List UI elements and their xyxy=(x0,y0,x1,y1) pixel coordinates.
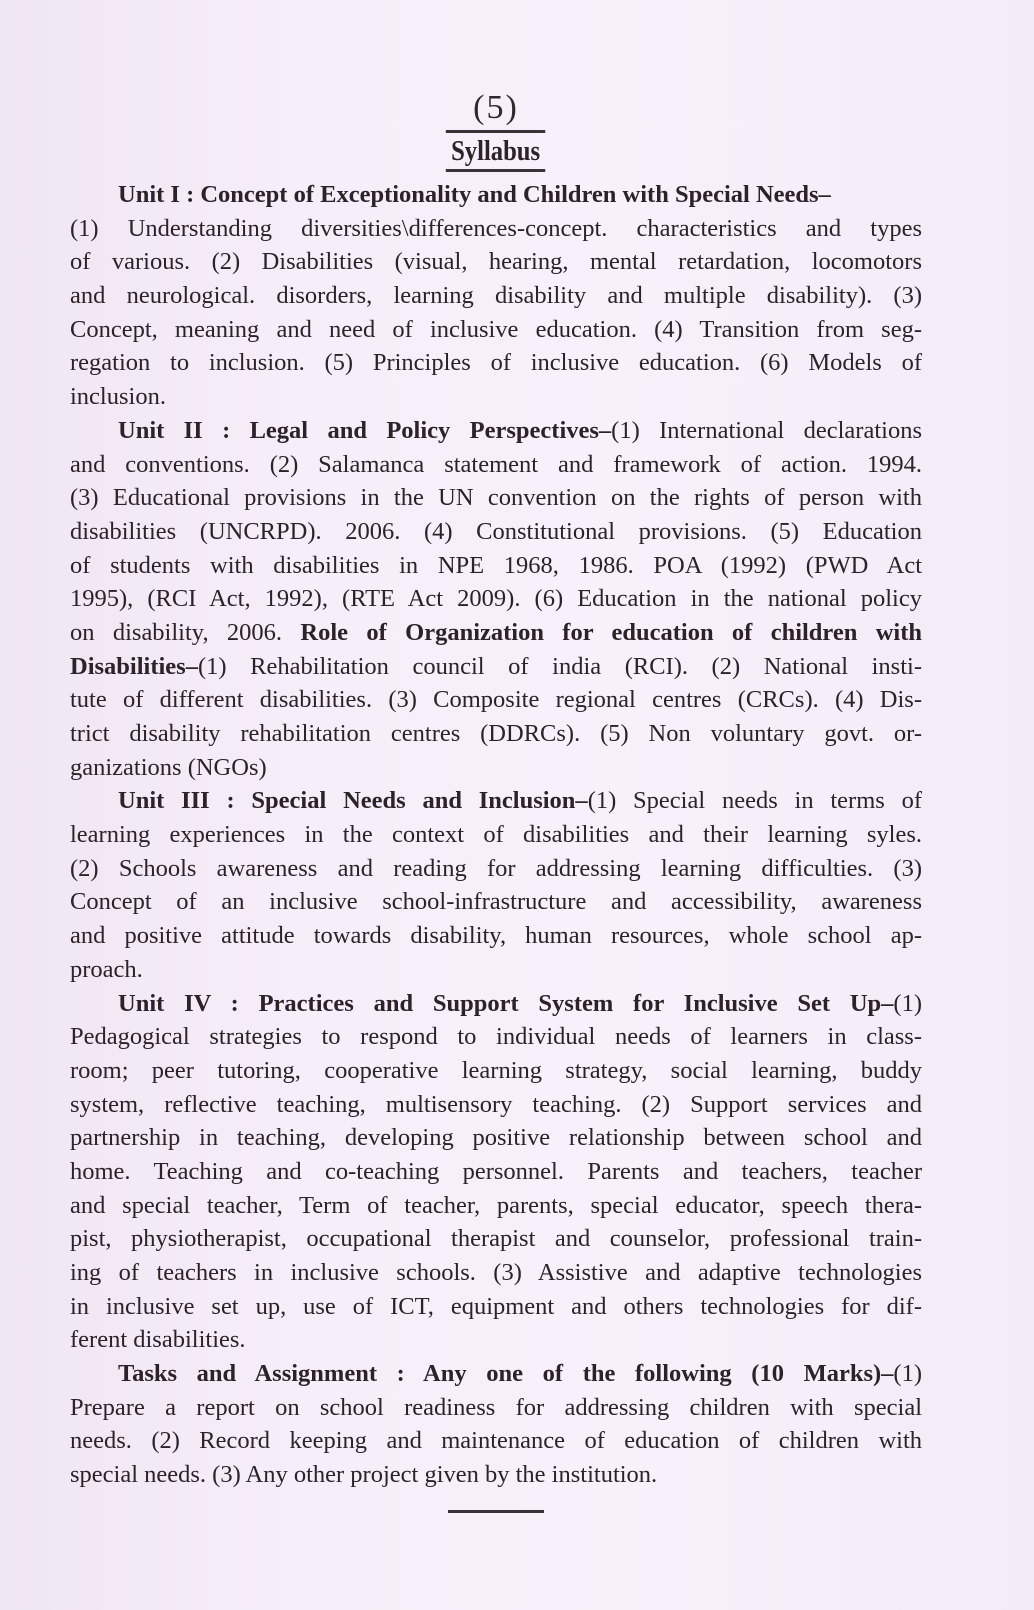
unit-2-heading-line: Unit II : Legal and Policy Perspectives–(1) International declarations xyxy=(118,416,922,444)
text-line: special needs. (3) Any other project given by the institution. xyxy=(70,1461,658,1489)
text-line: proach. xyxy=(70,955,143,983)
text-line: tute of different disabilities. (3) Composite regional centres (CRCs). (4) Dis- xyxy=(70,686,922,714)
text-line: trict disability rehabilitation centres (DDRCs). (5) Non voluntary govt. or- xyxy=(70,720,922,747)
text-line: regation to inclusion. (5) Principles of inclusive education. (6) Models of xyxy=(70,349,922,377)
text-line: of various. (2) Disabilities (visual, hearing, mental retardation, locomotors xyxy=(70,248,922,276)
unit-1-section xyxy=(70,178,922,414)
text-line: (3) Educational provisions in the UN convention on the rights of person with xyxy=(70,484,922,512)
text-line: and neurological. disorders, learning disability and multiple disability). (3) xyxy=(70,282,922,310)
unit-4-section xyxy=(70,987,922,1358)
text-line: (1) Understanding diversities\differences-concept. characteristics and types xyxy=(70,214,922,242)
text-line: and special teacher, Term of teacher, parents, special educator, speech thera- xyxy=(70,1191,922,1219)
page-title: Syllabus xyxy=(446,130,546,172)
text-line: 1995), (RCI Act, 1992), (RTE Act 2009). (6) Education in the national policy xyxy=(70,585,922,613)
organization-subheading: Role of Organization for education of children with xyxy=(300,618,922,646)
text-line: and conventions. (2) Salamanca statement and framework of action. 1994. xyxy=(70,450,922,478)
end-divider xyxy=(448,1510,544,1513)
text-line: Concept, meaning and need of inclusive education. (4) Transition from seg- xyxy=(70,315,922,343)
page-number: (5) xyxy=(473,89,519,126)
text-line: learning experiences in the context of disabilities and their learning syles. xyxy=(70,821,922,849)
text-line: on disability, 2006. Role of Organization for education of children with xyxy=(70,618,922,646)
text-line: ing of teachers in inclusive schools. (3) Assistive and adaptive technologies xyxy=(70,1259,922,1286)
text-line: Disabilities–(1) Rehabilitation council of india (RCI). (2) National insti- xyxy=(70,652,922,680)
text-line: partnership in teaching, developing positive relationship between school and xyxy=(70,1124,922,1152)
unit-2-heading: Unit II : Legal and Policy Perspectives– xyxy=(118,416,612,444)
text-line: pist, physiotherapist, occupational therapist and counselor, professional train- xyxy=(70,1225,922,1253)
unit-3-heading-line: Unit III : Special Needs and Inclusion–(1) Special needs in terms of xyxy=(118,787,922,815)
unit-3-heading: Unit III : Special Needs and Inclusion– xyxy=(118,787,588,815)
unit-4-heading-line: Unit IV : Practices and Support System for Inclusive Set Up–(1) xyxy=(118,989,922,1017)
text-line: and positive attitude towards disability, human resources, whole school ap- xyxy=(70,922,922,950)
text-line: Prepare a report on school readiness for addressing children with special xyxy=(70,1393,922,1421)
text-line: ferent disabilities. xyxy=(70,1326,246,1354)
unit-4-heading: Unit IV : Practices and Support System for Inclusive Set Up– xyxy=(118,989,894,1017)
text-line: needs. (2) Record keeping and maintenance of education of children with xyxy=(70,1427,922,1455)
unit-2-section xyxy=(70,414,922,785)
text-line: disabilities (UNCRPD). 2006. (4) Constitutional provisions. (5) Education xyxy=(70,517,922,545)
unit-1-heading: Unit I : Concept of Exceptionality and Children with Special Needs– xyxy=(118,181,831,208)
text-line: home. Teaching and co-teaching personnel. Parents and teachers, teacher xyxy=(70,1157,922,1185)
text-line: inclusion. xyxy=(70,383,166,411)
tasks-section xyxy=(70,1357,922,1492)
text-line: system, reflective teaching, multisensory teaching. (2) Support services and xyxy=(70,1090,922,1118)
text-line: (2) Schools awareness and reading for addressing learning difficulties. (3) xyxy=(70,854,922,882)
text-line: in inclusive set up, use of ICT, equipment and others technologies for dif- xyxy=(70,1292,922,1320)
text-line: Concept of an inclusive school-infrastructure and accessibility, awareness xyxy=(70,888,922,916)
text-line: room; peer tutoring, cooperative learning strategy, social learning, buddy xyxy=(70,1056,922,1084)
text-line: of students with disabilities in NPE 1968, 1986. POA (1992) (PWD Act xyxy=(70,551,922,579)
text-line: Pedagogical strategies to respond to individual needs of learners in class- xyxy=(70,1023,922,1051)
syllabus-page xyxy=(70,88,922,1513)
tasks-heading-line: Tasks and Assignment : Any one of the following (10 Marks)–(1) xyxy=(118,1360,922,1388)
unit-3-section xyxy=(70,784,922,986)
text-line: ganizations (NGOs) xyxy=(70,753,267,781)
tasks-heading: Tasks and Assignment : Any one of the following (10 Marks)– xyxy=(118,1360,894,1388)
